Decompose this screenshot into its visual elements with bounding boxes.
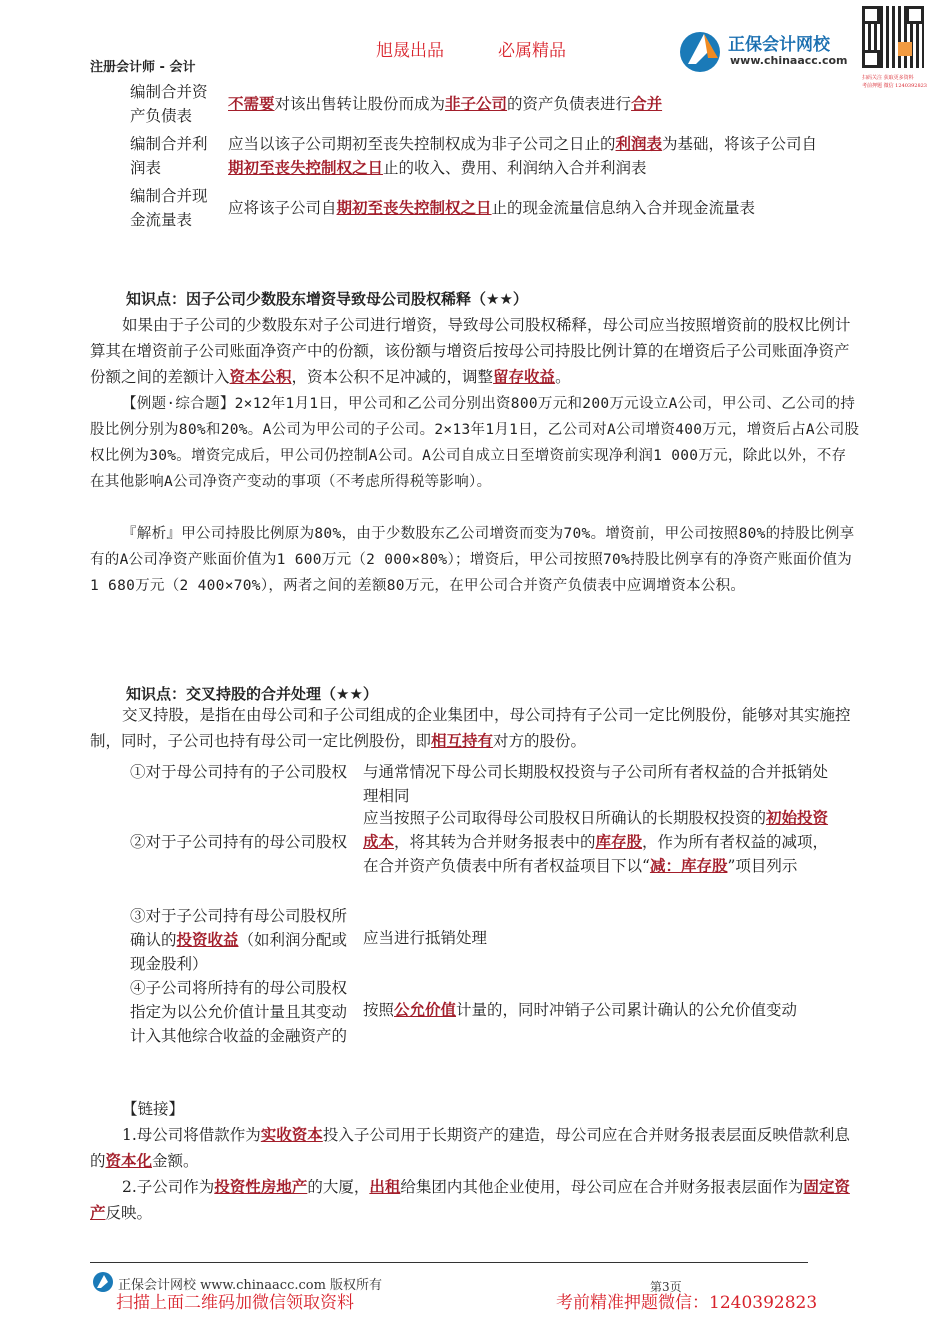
row-value	[363, 806, 833, 878]
text-run: 为基础，将该子公司自	[662, 135, 818, 153]
qr-note-2: 考前押题 微信 1240392823	[862, 83, 927, 89]
brand-logo[interactable]	[678, 28, 858, 74]
text-run: ，资本公积不足冲减的，调整	[291, 368, 494, 386]
slogan-1: 旭晟出品	[376, 41, 444, 61]
footer-promo-right: 考前精准押题微信：1240392823	[556, 1293, 818, 1313]
highlight-term: 出租	[369, 1177, 401, 1196]
row-label: 编制合并资产负债表	[130, 83, 208, 125]
text-run: 应当按照子公司取得母公司股权日所确认的长期股权投资的	[363, 809, 767, 827]
link-item	[90, 1174, 860, 1226]
highlight-term: 固定资产	[90, 1177, 850, 1222]
text-run: 的资产负债表进行	[507, 95, 632, 113]
row-value	[228, 196, 818, 220]
text-run: 如果由于子公司的少数股东对子公司进行增资，导致母公司股权稀释，母公司应当按照增资前的股权比例计算其在增资前子公司账面净资产中的份额，该份额与增资后按母公司持股比例计算的在增资后子公司账面净资产份额之间的差额计入	[90, 316, 851, 386]
text-run: 交叉持股，是指在由母公司和子公司组成的企业集团中，母公司持有子公司一定比例股份，能够对其实施控制，同时，子公司也持有母公司一定比例股份，即	[90, 706, 851, 750]
row-label	[130, 976, 355, 1048]
highlight-term: 资本化	[105, 1151, 153, 1170]
link-title: 【链接】	[122, 1100, 185, 1118]
text-run: ②对于子公司持有的母公司股权	[130, 833, 348, 851]
text-run: 计量的，同时冲销子公司累计确认的公允价值变动	[456, 1001, 798, 1019]
highlight-term: 利润表	[615, 134, 663, 153]
highlight-term: 留存收益	[493, 367, 556, 386]
row-label: 编制合并现金流量表	[130, 187, 208, 229]
text-run: 反映。	[105, 1204, 153, 1222]
text-run: 应将该子公司自	[228, 199, 337, 217]
link-item	[90, 1122, 860, 1174]
row-value	[228, 92, 818, 116]
highlight-term: 投资性房地产	[214, 1177, 308, 1196]
example-analysis: 『解析』甲公司持股比例原为80%，由于少数股东乙公司增资而变为70%。增资前，甲公司按照80%的持股比例享有的A公司净资产账面价值为1 600万元（2 000×80%）；增资后，甲公司按照70%持股比例享有的净资产账面价值为1 680万元（2 400×70%），两者之间的差额80万元，在甲公司合并资产负债表中应调增资本公积。	[90, 526, 855, 594]
page-number: 第3页	[650, 1280, 682, 1294]
text-run: ④子公司将所持有的母公司股权指定为以公允价值计量且其变动计入其他综合收益的金融资产的	[130, 979, 348, 1045]
highlight-term: 期初至丧失控制权之日	[228, 158, 384, 177]
highlight-term: 库存股	[595, 832, 643, 851]
highlight-term: 初始投资成本	[363, 808, 829, 851]
text-run: 应当进行抵销处理	[363, 929, 488, 947]
section-title: 知识点：交叉持股的合并处理（★★）	[126, 685, 378, 703]
highlight-term: 实收资本	[260, 1125, 323, 1144]
highlight-term: 非子公司	[445, 94, 508, 113]
highlight-term: 公允价值	[394, 1000, 457, 1019]
text-run: 止的现金流量信息纳入合并现金流量表	[491, 199, 756, 217]
text-run: 。	[555, 368, 571, 386]
highlight-term: 合并	[631, 94, 663, 113]
row-value	[228, 132, 818, 180]
row-label	[130, 760, 355, 784]
row-value	[363, 998, 833, 1022]
logo-name: 正保会计网校	[728, 35, 830, 55]
example-question: 【例题·综合题】2×12年1月1日，甲公司和乙公司分别出资800万元和200万元设立A公司，甲公司、乙公司的持股比例分别为80%和20%。A公司为甲公司的子公司。2×13年1月1日，乙公司对A公司增资400万元，增资后占A公司股权比例为30%。增资完成后，甲公司仍控制A公司。A公司自成立日至增资前实现净利润1 000万元，除此以外，不存在其他影响A公司净资产变动的事项（不考虑所得税等影响）。	[90, 396, 860, 490]
text-run: 对该出售转让股份而成为	[274, 95, 446, 113]
row-label: 编制合并利润表	[130, 135, 208, 177]
text-run: ，将其转为合并财务报表中的	[394, 833, 596, 851]
row-value	[363, 926, 833, 950]
text-run: 金额。	[152, 1152, 199, 1170]
text-run: 的大厦，	[307, 1178, 370, 1196]
slogan-2: 必属精品	[498, 41, 566, 61]
text-run: 按照	[363, 1001, 395, 1019]
highlight-term: 相互持有	[431, 731, 494, 750]
highlight-term: 投资收益	[176, 930, 239, 949]
text-run: 投入子公司用于长期资产的建造，母公司应在合并财务报表层面反映借款利息的	[90, 1126, 850, 1170]
text-run: 对方的股份。	[493, 732, 587, 750]
highlight-term: 不需要	[228, 94, 275, 113]
text-run: （如利润分配或现金股利）	[130, 931, 348, 973]
qr-note-1: 扫码关注 获取更多资料	[862, 75, 914, 81]
row-label	[130, 904, 355, 976]
row-label	[130, 830, 355, 854]
text-run: ①对于母公司持有的子公司股权	[130, 763, 348, 781]
logo-url: www.chinaacc.com	[730, 54, 848, 67]
footer-divider	[90, 1262, 808, 1263]
section-title: 知识点：因子公司少数股东增资导致母公司股权稀释（★★）	[126, 290, 528, 308]
text-run: ，作为所有者权益的减项，在合并资产负债表中所有者权益项目下以“	[363, 833, 829, 875]
section-paragraph	[90, 702, 860, 754]
text-run: 止的收入、费用、利润纳入合并利润表	[383, 159, 647, 177]
highlight-term: 资本公积	[229, 367, 292, 386]
logo-icon	[678, 28, 726, 74]
text-run: 给集团内其他企业使用，母公司应在合并财务报表层面作为	[400, 1178, 804, 1196]
highlight-term: 减：库存股	[649, 856, 728, 875]
course-title: 注册会计师 - 会计	[90, 60, 196, 75]
footer-copyright: 正保会计网校 www.chinaacc.com 版权所有	[118, 1278, 383, 1293]
qr-code[interactable]	[862, 6, 924, 68]
text-run: ③对于子公司持有母公司股权所确认的	[130, 907, 348, 949]
highlight-term: 期初至丧失控制权之日	[336, 198, 492, 217]
footer-promo-left: 扫描上面二维码加微信领取资料	[116, 1293, 354, 1313]
text-run: ”项目列示	[727, 857, 798, 875]
text-run: 2.子公司作为	[122, 1178, 215, 1196]
text-run: 1.母公司将借款作为	[122, 1126, 261, 1144]
footer-logo-icon	[92, 1271, 114, 1293]
text-run: 与通常情况下母公司长期股权投资与子公司所有者权益的合并抵销处理相同	[363, 763, 829, 805]
row-value	[363, 760, 833, 808]
text-run: 应当以该子公司期初至丧失控制权成为非子公司之日止的	[228, 135, 616, 153]
section-paragraph	[90, 312, 860, 390]
